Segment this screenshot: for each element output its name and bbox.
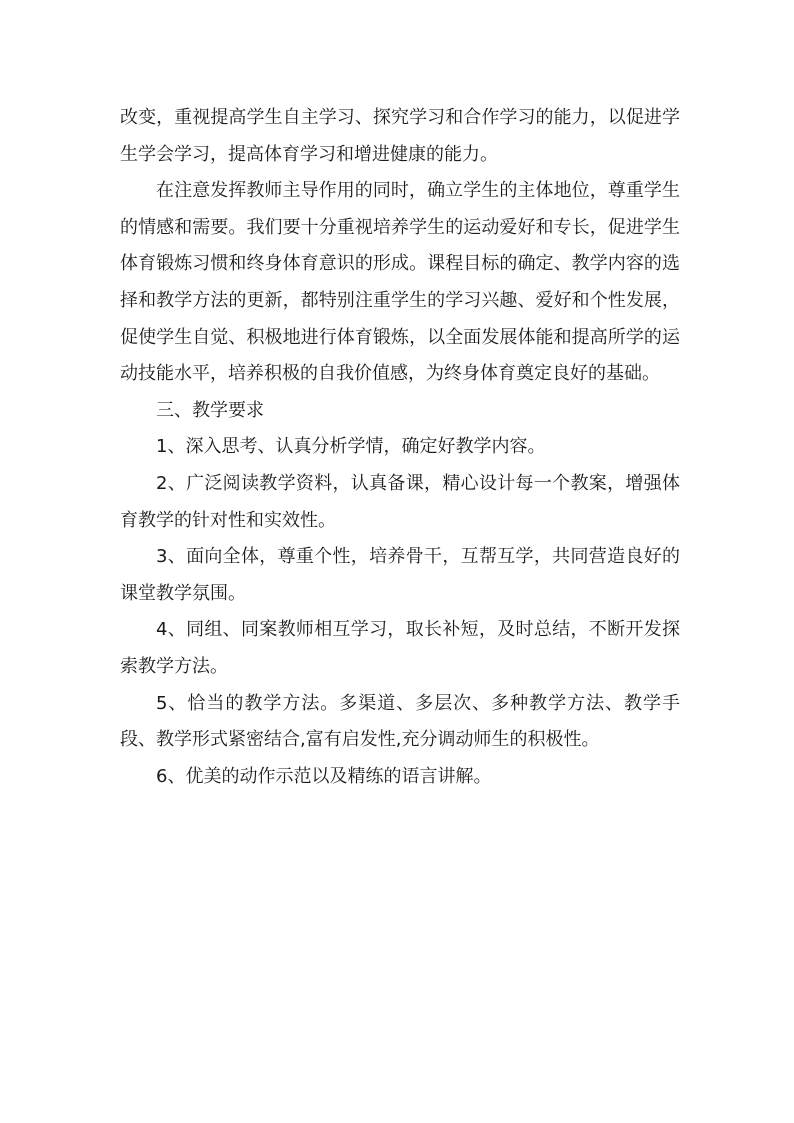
requirement-item-6: 6、优美的动作示范以及精练的语言讲解。: [156, 765, 492, 787]
requirement-item-2: 2、广泛阅读教学资料，认真备课，精心设计每一个教案，增强体育教学的针对性和实效性。: [120, 472, 680, 531]
requirement-item-1: 1、深入思考、认真分析学情，确定好教学内容。: [156, 436, 546, 458]
requirement-item-3: 3、面向全体，尊重个性，培养骨干，互帮互学，共同营造良好的课堂教学氛围。: [120, 546, 680, 604]
section-heading-teaching-requirements: 三、教学要求: [156, 399, 264, 421]
document-body: [120, 100, 680, 795]
paragraph-student-subject: 在注意发挥教师主导作用的同时，确立学生的主体地位，尊重学生的情感和需要。我们要十分重视培养学生的运动爱好和专长，促进学生体育锻炼习惯和终身体育意识的形成。课程目标的确定、教学内容的选择和教学方法的更新，都特别注重学生的学习兴趣、爱好和个性发展，促使学生自觉、积极地进行体育锻炼，以全面发展体能和提高所学的运动技能水平，培养积极的自我价值感，为终身体育奠定良好的基础。: [120, 180, 680, 385]
paragraph-continuation: 改变，重视提高学生自主学习、探究学习和合作学习的能力，以促进学生学会学习，提高体育学习和增进健康的能力。: [120, 107, 680, 165]
requirement-item-5: 5、恰当的教学方法。多渠道、多层次、多种教学方法、教学手段、教学形式紧密结合,富有启发性,充分调动师生的积极性。: [120, 692, 680, 751]
requirement-item-4: 4、同组、同案教师相互学习，取长补短，及时总结，不断开发探索教学方法。: [120, 619, 680, 677]
